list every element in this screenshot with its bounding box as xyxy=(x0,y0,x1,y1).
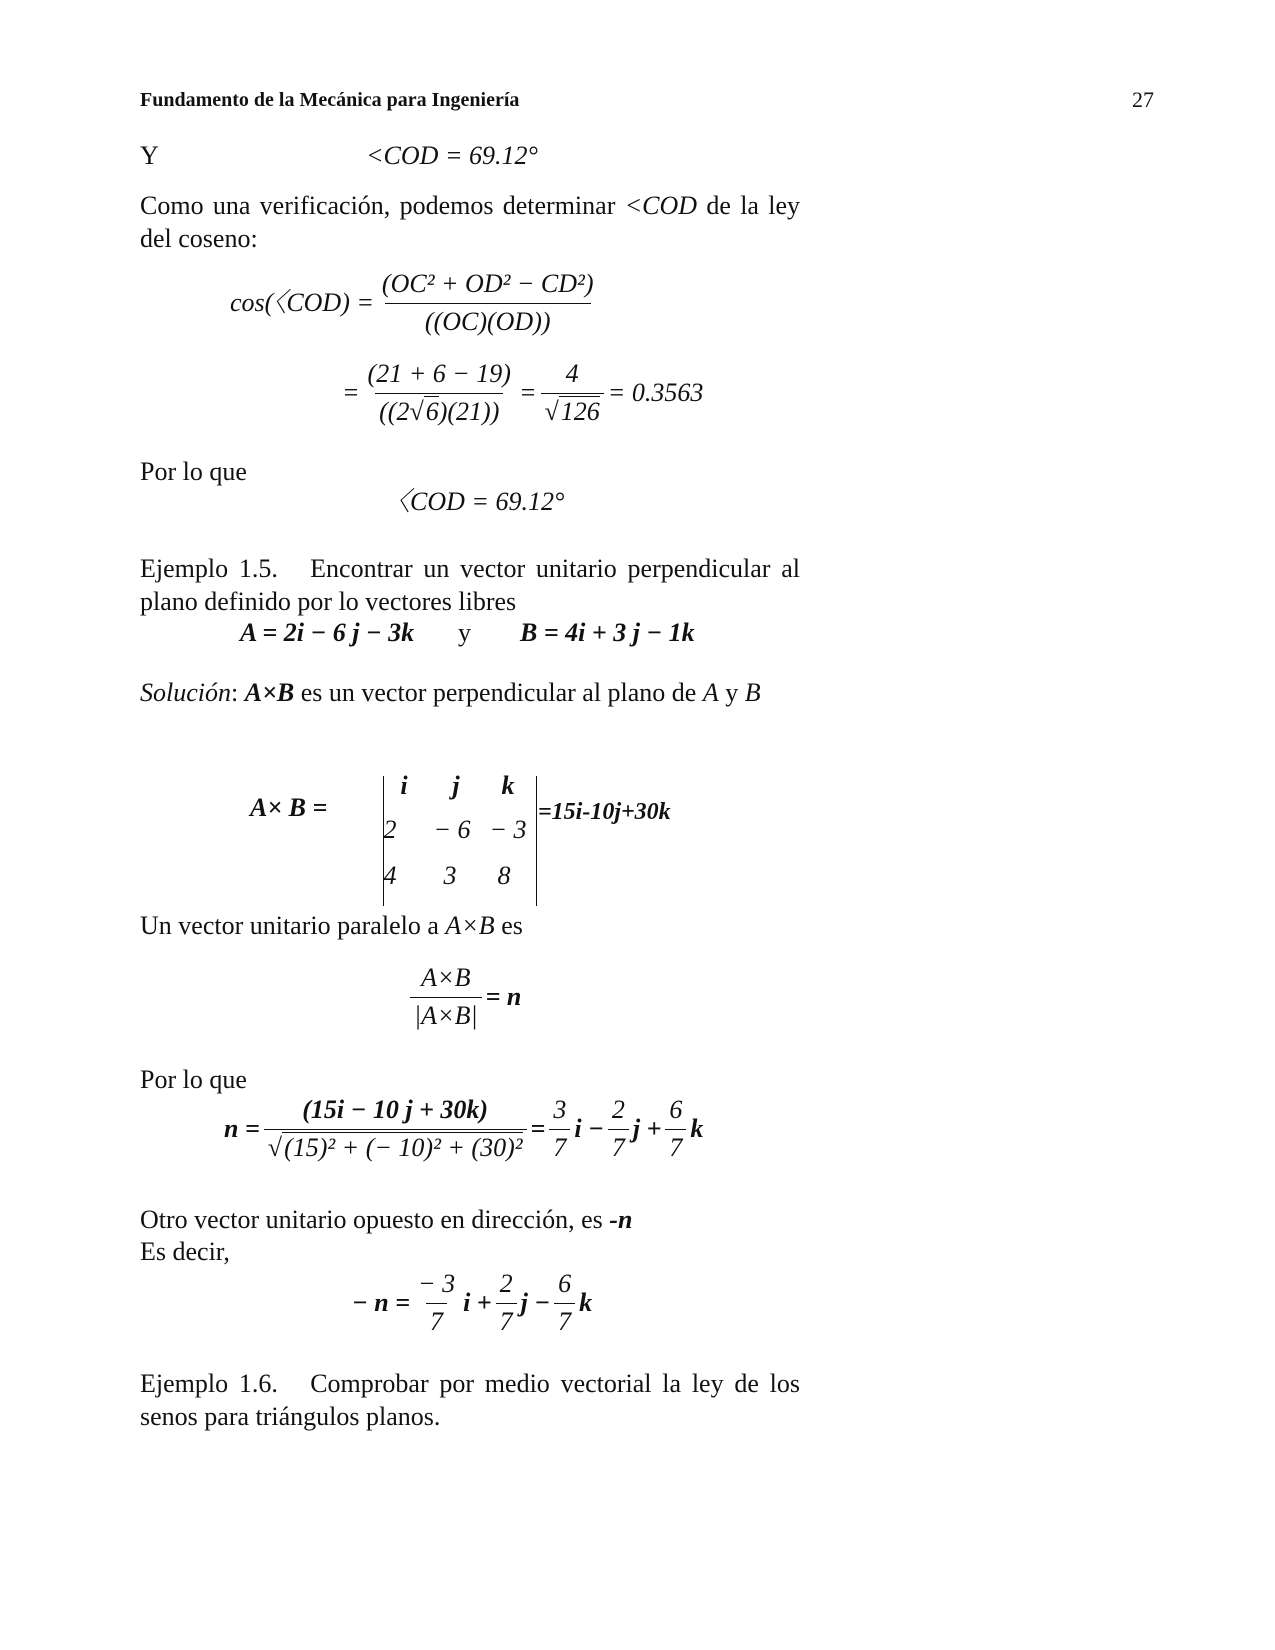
cross-lhs: A× B = xyxy=(250,793,328,822)
cos-result: = 0.3563 xyxy=(607,377,704,407)
ejemplo-1-6-text: Comprobar por medio vectorial la ley de los senos para triángulos planos. xyxy=(140,1369,801,1431)
det-cell: j xyxy=(452,771,460,800)
line-y-label: Y xyxy=(140,141,159,170)
vector-a: A = 2i − 6 j − 3k xyxy=(240,618,415,647)
det-cell: − 3 xyxy=(489,815,527,844)
neg-n-frac-2 xyxy=(496,1268,517,1338)
determinant xyxy=(383,771,537,906)
solucion-expr: A×B xyxy=(244,678,295,707)
n-frac-3 xyxy=(665,1094,686,1164)
eq-sign: = xyxy=(342,377,360,407)
eval-numerator-1: (21 + 6 − 19) xyxy=(367,359,511,388)
cross-result: =15i-10j+30k xyxy=(538,799,671,825)
cosine-evaluation xyxy=(342,358,703,428)
neg-n-term-1: i + xyxy=(463,1287,492,1317)
frac-num: 6 xyxy=(669,1095,683,1124)
n-term-3: k xyxy=(690,1113,704,1143)
unit-rhs: = n xyxy=(485,981,522,1011)
cosine-formula xyxy=(230,268,602,338)
cos-fraction xyxy=(378,268,598,338)
cos-lhs: cos(〈COD) = xyxy=(230,287,374,317)
det-cell: k xyxy=(501,771,515,800)
n-equation xyxy=(224,1094,703,1164)
unit-vector-eq xyxy=(406,962,521,1032)
den2-radicand: 6 xyxy=(425,396,439,426)
unit-denominator: |A×B| xyxy=(410,997,482,1033)
por-lo-que-1: Por lo que xyxy=(140,457,247,486)
para1-angle: <COD xyxy=(624,191,698,220)
frac-den: 7 xyxy=(496,1303,517,1339)
eval-fraction-2 xyxy=(541,358,604,428)
det-cell: 8 xyxy=(497,861,511,890)
solucion-y: y xyxy=(718,678,745,707)
neg-n-term-2: j − xyxy=(520,1287,551,1317)
n-eq-sign: = xyxy=(530,1113,546,1143)
otro-vector-line xyxy=(140,1204,632,1237)
unit-numerator: A×B xyxy=(421,963,471,992)
unit-line-text-b: es xyxy=(494,911,523,940)
angle-cod-result: <COD = 69.12° xyxy=(366,141,538,170)
sqrt-icon: √ xyxy=(409,396,424,426)
n-frac-2 xyxy=(608,1094,629,1164)
unit-line-expr: A×B xyxy=(445,911,495,940)
neg-n-frac-1 xyxy=(414,1268,459,1338)
den3-radicand: 126 xyxy=(560,396,600,426)
conjunction-y: y xyxy=(458,618,471,647)
unit-vector-line xyxy=(140,910,523,943)
n-numerator: (15i − 10 j + 30k) xyxy=(302,1095,489,1124)
solucion-a: A xyxy=(702,678,719,707)
page-number: 27 xyxy=(1132,87,1154,112)
es-decir: Es decir, xyxy=(140,1237,230,1266)
solucion-text: es un vector perpendicular al plano de xyxy=(294,678,703,707)
den2-a: ((2 xyxy=(379,396,410,426)
frac-num: 2 xyxy=(611,1095,625,1124)
unit-fraction xyxy=(410,962,482,1032)
eval-denominator-2 xyxy=(541,393,604,429)
frac-num: − 3 xyxy=(418,1269,456,1298)
solucion-b: B xyxy=(744,678,761,707)
frac-den: 7 xyxy=(554,1303,575,1339)
n-term-2: j + xyxy=(632,1113,662,1143)
neg-n-equation xyxy=(352,1268,592,1338)
n-term-1: i − xyxy=(574,1113,604,1143)
frac-den: 7 xyxy=(608,1129,629,1165)
n-fraction xyxy=(264,1094,527,1164)
det-cell: 3 xyxy=(443,861,457,890)
den2-b: )(21)) xyxy=(438,396,500,426)
paragraph-verification xyxy=(140,190,800,255)
frac-num: 6 xyxy=(558,1269,572,1298)
det-cell: 2 xyxy=(383,815,397,844)
otro-text: Otro vector unitario opuesto en dirección, es xyxy=(140,1205,610,1234)
frac-num: 3 xyxy=(553,1095,567,1124)
n-lhs: n = xyxy=(224,1113,260,1143)
neg-n-frac-3 xyxy=(554,1268,575,1338)
sqrt-icon: √ xyxy=(544,396,559,426)
neg-n-lhs: − n = xyxy=(352,1287,411,1317)
ejemplo-1-5 xyxy=(140,553,800,618)
running-title: Fundamento de la Mecánica para Ingeniería xyxy=(140,89,520,111)
n-frac-1 xyxy=(549,1094,570,1164)
solucion-label: Solución xyxy=(140,678,231,707)
eval-fraction-1 xyxy=(364,358,515,428)
frac-den: 7 xyxy=(549,1129,570,1165)
unit-line-text-a: Un vector unitario paralelo a xyxy=(140,911,446,940)
det-cell: 4 xyxy=(383,861,397,890)
eq-sign-2: = xyxy=(518,377,537,407)
eval-numerator-2: 4 xyxy=(565,359,579,388)
ejemplo-1-6-label: Ejemplo 1.6. xyxy=(140,1369,278,1398)
sqrt-icon: √ xyxy=(267,1132,283,1162)
para1-text-b: de la ley del coseno: xyxy=(140,191,800,253)
solucion-paragraph: Solución: A×B es un vector perpendicular al plano de A y B xyxy=(140,678,761,707)
angle-result: 〈COD = 69.12° xyxy=(384,487,565,516)
det-cell: i xyxy=(400,771,408,800)
frac-den: 7 xyxy=(426,1303,447,1339)
por-lo-que-2: Por lo que xyxy=(140,1065,247,1094)
ejemplo-1-6 xyxy=(140,1368,800,1433)
ejemplo-1-5-label: Ejemplo 1.5. xyxy=(140,554,278,583)
det-cell: − 6 xyxy=(433,815,471,844)
neg-n-term-3: k xyxy=(579,1287,593,1317)
frac-num: 2 xyxy=(499,1269,513,1298)
otro-neg-n: -n xyxy=(609,1205,633,1234)
n-den-radicand: (15)² + (− 10)² + (30)² xyxy=(284,1132,523,1162)
eval-denominator-1 xyxy=(375,393,503,429)
para1-text-a: Como una verificación, podemos determinar xyxy=(140,191,625,220)
cos-numerator: (OC² + OD² − CD²) xyxy=(381,269,594,298)
vector-b: B = 4i + 3 j − 1k xyxy=(520,618,695,647)
frac-den: 7 xyxy=(665,1129,686,1165)
cos-denominator: ((OC)(OD)) xyxy=(385,303,591,339)
ejemplo-1-5-text: Encontrar un vector unitario perpendicular al plano definido por lo vectores libres xyxy=(140,554,800,616)
n-denominator xyxy=(264,1129,527,1165)
